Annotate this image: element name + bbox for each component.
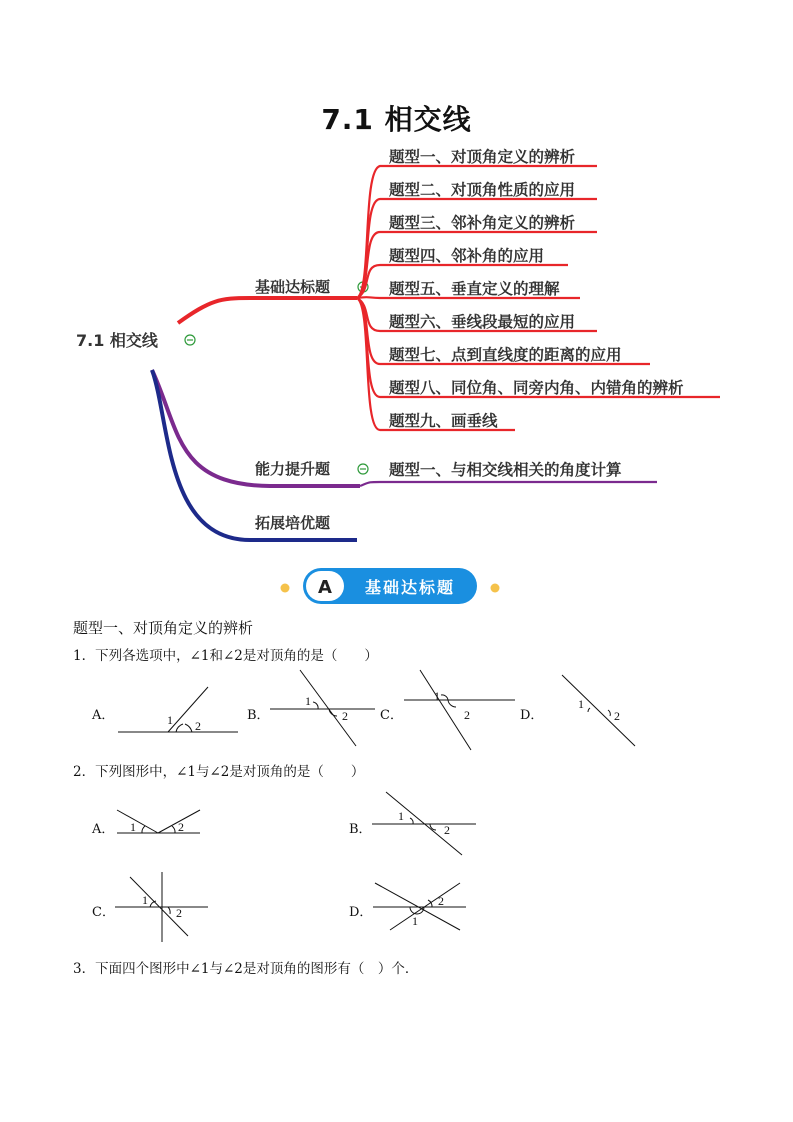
mindmap-item[interactable]: 题型一、与相交线相关的角度计算 bbox=[389, 461, 622, 479]
mindmap-item[interactable]: 题型一、对顶角定义的辨析 bbox=[389, 148, 576, 166]
option-label: D． bbox=[520, 708, 544, 723]
mind-map bbox=[0, 130, 793, 550]
mindmap-item[interactable]: 题型八、同位角、同旁内角、内错角的辨析 bbox=[389, 379, 684, 397]
question-text: 下面四个图形中∠1与∠2是对顶角的图形有（ ）个． bbox=[95, 961, 419, 977]
banner-letter: A bbox=[318, 577, 332, 598]
option-label: A． bbox=[92, 822, 115, 837]
angle-label-1: 1 bbox=[142, 893, 148, 907]
angle-label-2: 2 bbox=[195, 719, 201, 733]
option-label: B． bbox=[247, 708, 270, 723]
dot-icon bbox=[491, 584, 500, 593]
mindmap-item[interactable]: 题型六、垂线段最短的应用 bbox=[389, 313, 576, 331]
question-text: 下列各选项中，∠1和∠2是对顶角的是（ ） bbox=[95, 648, 378, 664]
angle-label-1: 1 bbox=[398, 809, 404, 823]
angle-label-1: 1 bbox=[578, 697, 584, 711]
branch-extension[interactable]: 拓展培优题 bbox=[255, 514, 331, 532]
mindmap-item[interactable]: 题型五、垂直定义的理解 bbox=[389, 280, 560, 298]
mindmap-item[interactable]: 题型九、画垂线 bbox=[389, 412, 498, 430]
question-2-figures bbox=[0, 780, 793, 950]
mindmap-root: 7.1 相交线 bbox=[76, 331, 158, 350]
angle-label-2: 2 bbox=[444, 823, 450, 837]
angle-label-2: 2 bbox=[614, 709, 620, 723]
branch-basic[interactable]: 基础达标题 bbox=[255, 278, 331, 296]
banner-text: 基础达标题 bbox=[364, 578, 456, 597]
question-1-figures bbox=[0, 660, 793, 760]
question-number: 2． bbox=[73, 764, 96, 780]
page-title: 7.1 相交线 bbox=[321, 103, 472, 136]
angle-label-2: 2 bbox=[178, 820, 184, 834]
mindmap-item[interactable]: 题型二、对顶角性质的应用 bbox=[389, 181, 576, 199]
section-banner bbox=[200, 565, 580, 607]
angle-label-1: 1 bbox=[305, 694, 311, 708]
question-text: 下列图形中，∠1与∠2是对顶角的是（ ） bbox=[95, 764, 365, 780]
question-3 bbox=[73, 957, 418, 977]
option-label: B． bbox=[349, 822, 372, 837]
angle-label-1: 1 bbox=[412, 914, 418, 928]
angle-label-1: 1 bbox=[434, 689, 440, 703]
mindmap-item[interactable]: 题型三、邻补角定义的辨析 bbox=[389, 214, 576, 232]
option-label: C． bbox=[92, 905, 115, 920]
question-number: 1． bbox=[73, 648, 96, 664]
option-label: C． bbox=[380, 708, 403, 723]
option-label: A． bbox=[92, 708, 115, 723]
angle-label-1: 1 bbox=[130, 820, 136, 834]
option-label: D． bbox=[349, 905, 373, 920]
question-number: 3． bbox=[73, 961, 96, 977]
angle-label-2: 2 bbox=[342, 709, 348, 723]
branch-advanced[interactable]: 能力提升题 bbox=[255, 460, 331, 478]
dot-icon bbox=[281, 584, 290, 593]
question-2 bbox=[73, 760, 364, 780]
angle-label-2: 2 bbox=[176, 906, 182, 920]
angle-label-2: 2 bbox=[438, 894, 444, 908]
angle-label-1: 1 bbox=[167, 713, 173, 727]
mindmap-item[interactable]: 题型七、点到直线度的距离的应用 bbox=[389, 346, 622, 364]
mindmap-item[interactable]: 题型四、邻补角的应用 bbox=[389, 247, 545, 265]
branch-line-basic bbox=[178, 298, 357, 323]
section-heading: 题型一、对顶角定义的辨析 bbox=[73, 619, 254, 637]
angle-label-2: 2 bbox=[464, 708, 470, 722]
